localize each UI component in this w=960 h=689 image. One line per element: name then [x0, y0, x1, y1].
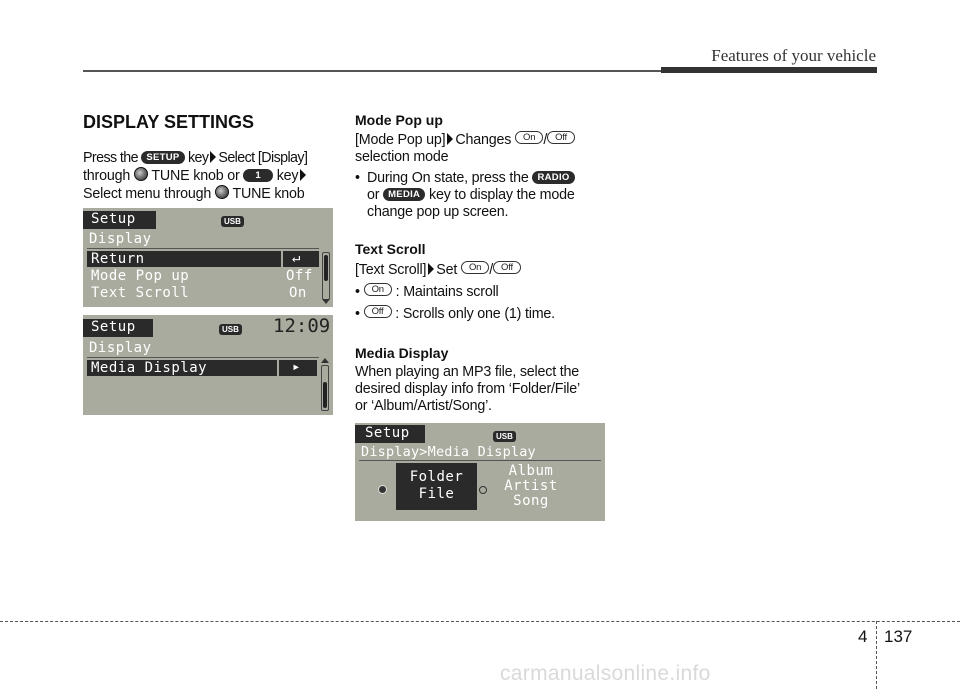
body-text: [Mode Pop up] [355, 132, 446, 148]
instruction-text: Press the [83, 150, 138, 166]
setup-tab: Setup [365, 425, 410, 441]
option-album: Album [508, 463, 554, 479]
text-scroll-value: On [289, 285, 307, 301]
arrow-right-icon [210, 151, 216, 163]
tune-knob-icon [134, 167, 148, 181]
subsection-title-mode-popup: Mode Pop up [355, 112, 443, 128]
mode-popup-line-1 [355, 131, 610, 149]
off-pill: Off [493, 261, 521, 274]
option-song: Song [513, 493, 549, 509]
page-header-title: Features of your vehicle [711, 46, 876, 65]
bullet: • [355, 170, 360, 186]
radio-screen-media-display-options [355, 423, 605, 521]
slash: / [543, 132, 548, 148]
bullet: • [355, 306, 360, 322]
subsection-title-media-display: Media Display [355, 345, 449, 361]
scroll-up-icon [321, 358, 329, 363]
instruction-text: key [276, 168, 299, 184]
setup-tab: Setup [91, 211, 136, 227]
instruction-text: Select [Display] [218, 150, 308, 166]
body-text: [Text Scroll] [355, 262, 427, 278]
radio-screen-media-display [83, 315, 333, 415]
body-text: change pop up screen. [367, 204, 509, 220]
text-scroll-line-1 [355, 261, 610, 279]
scroll-down-icon [322, 299, 330, 304]
menu-item-text-scroll: Text Scroll [91, 285, 190, 301]
chevron-right-icon: ▸ [292, 359, 301, 375]
instruction-line-3 [83, 185, 338, 203]
footer-divider [876, 621, 877, 689]
menu-item-return: Return [91, 251, 145, 267]
mode-popup-value: Off [286, 268, 313, 284]
instruction-line-1 [83, 150, 338, 167]
option-folder: Folder [409, 469, 464, 485]
key-1-badge: 1 [243, 169, 273, 182]
return-icon: ↵ [292, 250, 301, 266]
body-text: Changes [455, 132, 512, 148]
arrow-right-icon [447, 133, 453, 145]
breadcrumb: Display [89, 340, 152, 356]
arrow-right-icon [428, 263, 434, 275]
slash: / [489, 262, 493, 278]
instruction-text: key [187, 150, 209, 166]
setup-key-badge: SETUP [141, 151, 184, 164]
body-text: When playing an MP3 file, select the [355, 364, 580, 380]
instruction-text: TUNE knob or [151, 168, 240, 184]
subsection-title-text-scroll: Text Scroll [355, 241, 426, 257]
scrollbar-thumb [324, 255, 328, 281]
bullet-line [367, 187, 610, 204]
radio-screen-setup-display [83, 208, 333, 307]
on-pill: On [515, 131, 543, 144]
off-pill: Off [364, 305, 392, 318]
bullet-item-on [355, 283, 610, 301]
usb-badge: USB [219, 324, 242, 335]
body-text: : Maintains scroll [395, 284, 499, 300]
bullet: • [355, 284, 360, 300]
watermark: carmanualsonline.info [500, 662, 711, 685]
bullet-item-off [355, 305, 610, 323]
body-text: : Scrolls only one (1) time. [395, 306, 555, 322]
mode-popup-body [355, 131, 610, 221]
body-text: During On state, press the [367, 170, 529, 186]
setup-tab: Setup [91, 319, 136, 335]
menu-item-mode-popup: Mode Pop up [91, 268, 190, 284]
display-settings-instructions [83, 150, 338, 203]
divider [87, 357, 319, 358]
instruction-text: through [83, 168, 131, 184]
on-pill: On [364, 283, 392, 296]
breadcrumb: Display [89, 231, 152, 247]
text-scroll-body [355, 261, 610, 323]
media-display-body [355, 364, 615, 415]
bullet-item [355, 170, 610, 221]
instruction-text: TUNE knob [232, 186, 305, 202]
on-pill: On [461, 261, 489, 274]
usb-badge: USB [221, 216, 244, 227]
header-rule [83, 70, 661, 72]
chapter-number: 4 [858, 627, 868, 646]
usb-badge: USB [493, 431, 516, 442]
body-text: desired display info from ‘Folder/File’ [355, 381, 581, 397]
header-rule-thick [661, 67, 877, 73]
arrow-right-icon [300, 169, 306, 181]
clock: 12:09 [273, 315, 331, 337]
radio-selected-icon [379, 486, 386, 493]
breadcrumb: Display>Media Display [361, 444, 536, 460]
return-icon-box [283, 251, 319, 267]
bullet-line [367, 170, 610, 187]
body-text: or [367, 187, 380, 203]
body-text: key to display the mode [429, 187, 575, 203]
option-artist: Artist [504, 478, 558, 494]
off-pill: Off [547, 131, 575, 144]
media-key-badge: MEDIA [383, 188, 425, 201]
option-file: File [418, 486, 455, 502]
body-text: or ‘Album/Artist/Song’. [355, 398, 492, 414]
instruction-text: Select menu through [83, 186, 212, 202]
page-number: 137 [884, 627, 913, 646]
divider [359, 460, 601, 461]
section-title: DISPLAY SETTINGS [83, 112, 255, 132]
scrollbar-thumb [323, 382, 327, 408]
radio-unselected-icon [479, 486, 487, 494]
instruction-line-2 [83, 167, 338, 185]
footer-rule [0, 621, 960, 622]
body-text: selection mode [355, 149, 449, 165]
scrollbar [321, 365, 329, 411]
menu-item-media-display: Media Display [91, 360, 208, 376]
divider [87, 248, 319, 249]
radio-key-badge: RADIO [532, 171, 574, 184]
album-artist-song-option [495, 464, 567, 509]
body-text: Set [436, 262, 458, 278]
tune-knob-icon [215, 185, 229, 199]
scrollbar [322, 252, 330, 300]
folder-file-option [396, 469, 477, 503]
